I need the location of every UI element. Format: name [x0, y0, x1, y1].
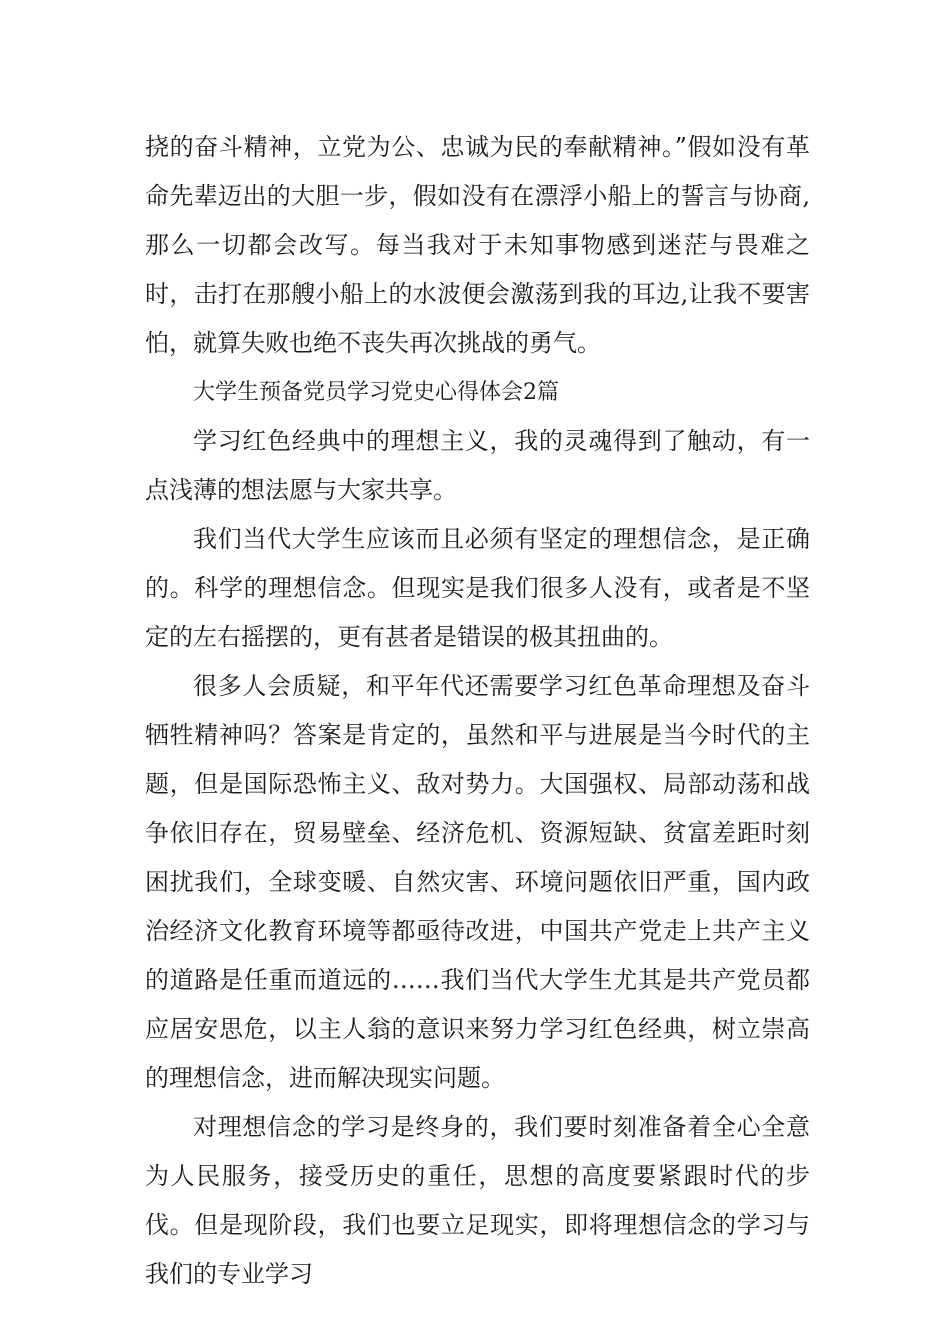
section-title: 大学生预备党员学习党史心得体会2篇: [193, 380, 559, 405]
paragraph: 很多人会质疑，和平年代还需要学习红色革命理想及奋斗牺牲精神吗？答案是肯定的，虽然和平与进展是当今时代的主题，但是国际恐怖主义、敌对势力。大国强权、局部动荡和战争依旧存在，贸易壁垒、经济危机、资源短缺、贫富差距时刻困扰我们，全球变暖、自然灾害、环境问题依旧严重，国内政治经济文化教育环境等都亟待改进，中国共产党走上共产主义的道路是任重而道远的……我们当代大学生尤其是共产党员都应居安思危，以主人翁的意识来努力学习红色经典，树立崇高的理想信念，进而解决现实问题。: [145, 672, 810, 1092]
paragraph: 对理想信念的学习是终身的，我们要时刻准备着全心全意为人民服务，接受历史的重任，思想的高度要紧跟时代的步伐。但是现阶段，我们也要立足现实，即将理想信念的学习与我们的专业学习: [145, 1113, 810, 1288]
paragraph-continuation: 挠的奋斗精神，立党为公、忠诚为民的奉献精神。”假如没有革命先辈迈出的大胆一步，假如没有在漂浮小船上的誓言与协商,那么一切都会改写。每当我对于未知事物感到迷茫与畏难之时，击打在那艘小船上的水波便会激荡到我的耳边,让我不要害怕，就算失败也绝不丧失再次挑战的勇气。: [145, 133, 810, 357]
document-body: [145, 123, 810, 1299]
paragraph: 学习红色经典中的理想主义，我的灵魂得到了触动，有一点浅薄的想法愿与大家共享。: [145, 427, 810, 504]
paragraph: 我们当代大学生应该而且必须有坚定的理想信念，是正确的。科学的理想信念。但现实是我们很多人没有，或者是不坚定的左右摇摆的，更有甚者是错误的极其扭曲的。: [145, 525, 810, 651]
